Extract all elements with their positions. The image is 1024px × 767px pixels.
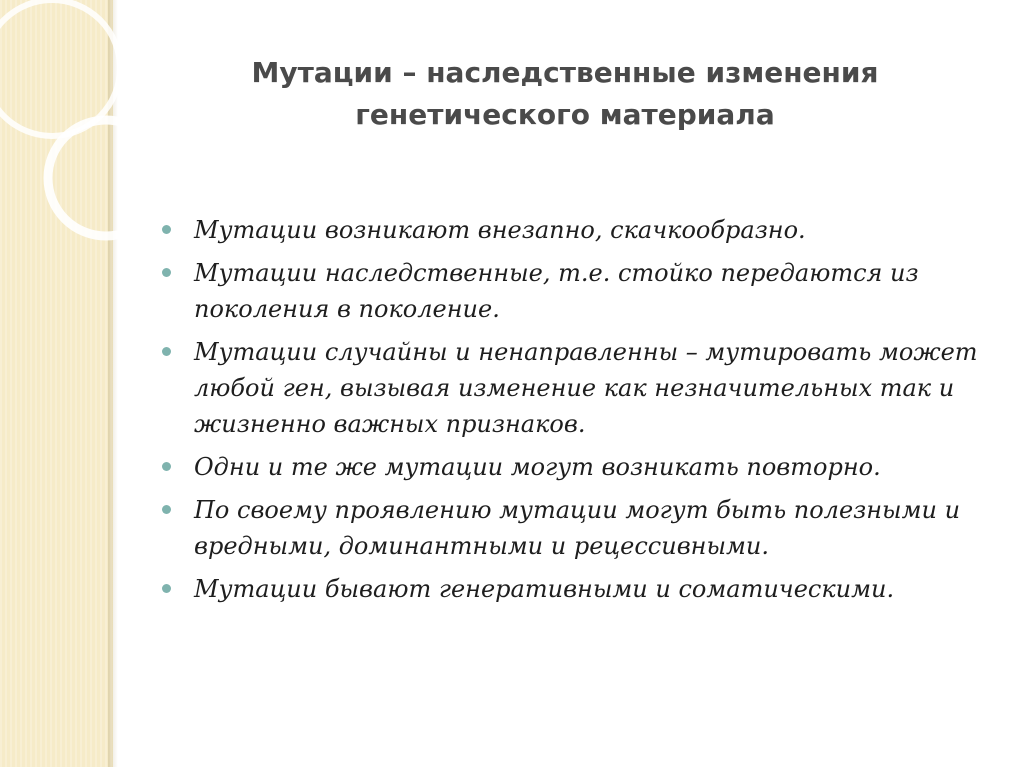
bullet-text: Мутации бывают генеративными и соматическими. xyxy=(194,575,895,603)
bullet-dot-icon xyxy=(162,347,171,356)
bullet-dot-icon xyxy=(162,505,171,514)
title-line-2: генетического материала xyxy=(355,98,775,131)
bullet-dot-icon xyxy=(162,225,171,234)
large-ring xyxy=(0,0,120,136)
title-line-1: Мутации – наследственные изменения xyxy=(251,56,879,89)
bullet-list xyxy=(158,212,978,614)
bullet-item xyxy=(158,255,978,327)
bullet-item xyxy=(158,571,978,607)
bullet-text: Мутации случайны и ненаправленны – мутировать может любой ген, вызывая изменение как незначительных так и жизненно важных признаков. xyxy=(194,338,978,438)
bullet-text: Одни и те же мутации могут возникать повторно. xyxy=(194,453,881,481)
bullet-item xyxy=(158,334,978,442)
small-ring xyxy=(48,120,164,236)
bullet-item xyxy=(158,492,978,564)
bullet-text: Мутации наследственные, т.е. стойко передаются из поколения в поколение. xyxy=(194,259,919,323)
slide-title xyxy=(150,52,980,136)
bullet-item xyxy=(158,212,978,248)
bullet-text: Мутации возникают внезапно, скачкообразно. xyxy=(194,216,806,244)
bullet-dot-icon xyxy=(162,584,171,593)
bullet-dot-icon xyxy=(162,268,171,277)
bullet-dot-icon xyxy=(162,462,171,471)
bullet-item xyxy=(158,449,978,485)
bullet-text: По своему проявлению мутации могут быть полезными и вредными, доминантными и рецессивными. xyxy=(194,496,961,560)
